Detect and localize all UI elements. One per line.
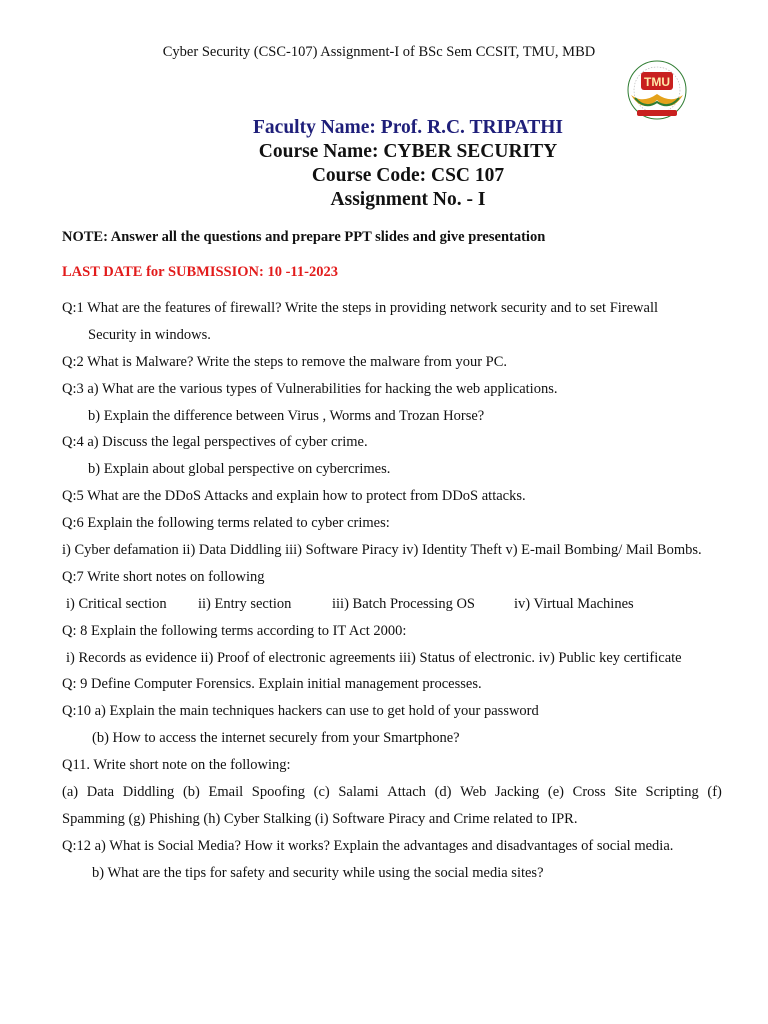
question-7-items xyxy=(62,593,722,620)
assignment-number: Assignment No. - I xyxy=(330,189,486,210)
question-4b: b) Explain about global perspective on cybercrimes. xyxy=(88,461,391,478)
q11-word: Diddling xyxy=(122,784,175,801)
question-5: Q:5 What are the DDoS Attacks and explain how to protect from DDoS attacks. xyxy=(62,488,526,505)
q11-word: (c) xyxy=(313,784,330,801)
course-name: Course Name: CYBER SECURITY xyxy=(258,141,558,162)
q11-word: Site xyxy=(614,784,637,801)
question-1-cont: Security in windows. xyxy=(88,326,211,343)
q7-item-4: iv) Virtual Machines xyxy=(514,595,634,612)
question-3a: Q:3 a) What are the various types of Vulnerabilities for hacking the web applications. xyxy=(62,380,558,397)
q11-word: (d) xyxy=(434,784,452,801)
question-6-items: i) Cyber defamation ii) Data Diddling iii) Software Piracy iv) Identity Theft v) E-mail Bombing/ Mail Bombs. xyxy=(62,542,702,559)
q11-word: Data xyxy=(86,784,115,801)
question-11-items-line-1 xyxy=(62,781,722,808)
question-10a: Q:10 a) Explain the main techniques hackers can use to get hold of your password xyxy=(62,703,539,720)
question-6: Q:6 Explain the following terms related to cyber crimes: xyxy=(62,515,390,532)
q11-word: (b) xyxy=(182,784,200,801)
q7-item-3: iii) Batch Processing OS xyxy=(332,595,475,612)
q11-word: Web xyxy=(460,784,487,801)
question-8: Q: 8 Explain the following terms according to IT Act 2000: xyxy=(62,622,407,639)
q11-word: Cross xyxy=(572,784,606,801)
question-list xyxy=(62,297,722,889)
question-9: Q: 9 Define Computer Forensics. Explain initial management processes. xyxy=(62,676,482,693)
q11-word: Spoofing xyxy=(251,784,305,801)
faculty-name: Faculty Name: Prof. R.C. TRIPATHI xyxy=(253,117,563,138)
q11-word: (a) xyxy=(62,784,79,801)
question-3b: b) Explain the difference between Virus , Worms and Trozan Horse? xyxy=(88,407,485,424)
question-1: Q:1 What are the features of firewall? Write the steps in providing network security and to set Firewall xyxy=(62,300,659,316)
question-8-items: i) Records as evidence ii) Proof of electronic agreements iii) Status of electronic. iv) Public key certificate xyxy=(66,649,682,666)
question-11-items-line-2: Spamming (g) Phishing (h) Cyber Stalking (i) Software Piracy and Crime related to IPR. xyxy=(62,810,578,827)
title-block xyxy=(0,116,768,212)
note-text: NOTE: Answer all the questions and prepare PPT slides and give presentation xyxy=(62,229,546,245)
last-date: LAST DATE for SUBMISSION: 10 -11-2023 xyxy=(62,264,338,280)
q11-word: Attach xyxy=(387,784,426,801)
q11-word: Jacking xyxy=(494,784,540,801)
q11-word: (e) xyxy=(547,784,565,801)
logo-text: TMU xyxy=(644,75,670,89)
q7-item-1: i) Critical section xyxy=(66,595,167,612)
course-code: Course Code: CSC 107 xyxy=(311,165,505,186)
question-4a: Q:4 a) Discuss the legal perspectives of cyber crime. xyxy=(62,434,368,451)
document-header: Cyber Security (CSC-107) Assignment-I of BSc Sem CCSIT, TMU, MBD xyxy=(162,44,596,60)
q11-word: Salami xyxy=(338,784,379,801)
q11-word: Email xyxy=(208,784,244,801)
question-12b: b) What are the tips for safety and security while using the social media sites? xyxy=(92,864,544,881)
question-10b: (b) How to access the internet securely from your Smartphone? xyxy=(92,730,460,747)
question-11: Q11. Write short note on the following: xyxy=(62,757,291,774)
question-7: Q:7 Write short notes on following xyxy=(62,568,265,585)
question-12a: Q:12 a) What is Social Media? How it works? Explain the advantages and disadvantages of social media. xyxy=(62,837,674,854)
q7-item-2: ii) Entry section xyxy=(198,595,292,612)
question-2: Q:2 What is Malware? Write the steps to remove the malware from your PC. xyxy=(62,353,508,370)
q11-word: Scripting xyxy=(645,784,699,801)
q11-word: (f) xyxy=(707,784,722,801)
